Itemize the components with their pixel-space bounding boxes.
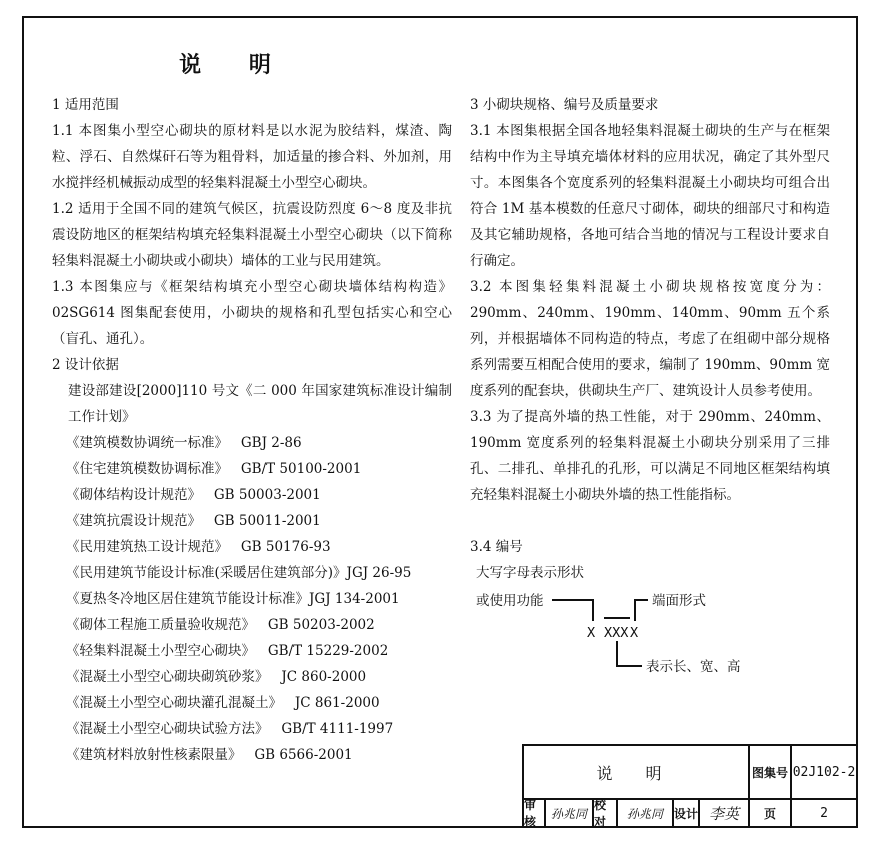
standard-item: 《砌体结构设计规范》 GB 50003-2001	[66, 487, 321, 503]
diagram-label-dimensions: 表示长、宽、高	[646, 659, 741, 675]
paragraph-2-intro: 建设部建设[2000]110 号文《二 000 年国家建筑标准设计编制工作计划》	[68, 383, 452, 425]
bracket-line	[604, 617, 630, 619]
paragraph-1-3: 1.3 本图集应与《框架结构填充小型空心砌块墙体结构构造》02SG614 图集配套使用，小砌块的规格和孔型包括实心和空心（盲孔、通孔）。	[52, 279, 452, 347]
standard-item: 《建筑材料放射性核素限量》 GB 6566-2001	[66, 747, 353, 763]
paragraph-3-1: 3.1 本图集根据全国各地轻集料混凝土砌块的生产与在框架结构中作为主导填充墙体材料的应用状况，确定了其外型尺寸。本图集各个宽度系列的轻集料混凝土小砌块均可组合出符合 1M 基本模数的任意尺寸砌体，砌块的细部尺寸和构造及其它辅助规格，各地可结合当地的情况与工程设计要求自行确定。	[470, 123, 830, 269]
standard-item: 《住宅建筑模数协调标准》 GB/T 50100-2001	[66, 461, 362, 477]
standard-item: 《建筑模数协调统一标准》 GBJ 2-86	[66, 435, 302, 451]
section-2-heading: 2 设计依据	[52, 357, 119, 373]
paragraph-1-1: 1.1 本图集小型空心砌块的原材料是以水泥为胶结料，煤渣、陶粒、浮石、自然煤矸石等为粗骨料，加适量的掺合料、外加剂，用水搅拌经机械振动成型的轻集料混凝土小型空心砌块。	[52, 123, 452, 191]
diagram-code-b: XXX	[604, 625, 629, 641]
leader-line	[552, 599, 592, 601]
paragraph-3-3: 3.3 为了提高外墙的热工性能，对于 290mm、240mm、190mm 宽度系列的轻集料混凝土小砌块分别采用了三排孔、二排孔、单排孔的孔形，可以满足不同地区框架结构填充轻集料混凝土小砌块外墙的热工性能指标。	[470, 409, 830, 503]
check-label: 校对	[592, 798, 618, 828]
title-block	[522, 744, 858, 828]
leader-line	[634, 599, 648, 601]
review-signature: 孙兆同	[544, 798, 594, 828]
spacer	[470, 508, 830, 534]
title-block-name: 说 明	[522, 744, 750, 800]
standard-item: 《民用建筑热工设计规范》 GB 50176-93	[66, 539, 331, 555]
standard-item: 《混凝土小型空心砌块砌筑砂浆》 JC 860-2000	[66, 669, 367, 685]
leader-line	[634, 599, 636, 621]
left-column	[52, 92, 452, 768]
atlas-number-label: 图集号	[748, 744, 792, 800]
page-title: 说 明	[179, 52, 291, 78]
diagram-code-c: X	[630, 625, 639, 641]
paragraph-1-2: 1.2 适用于全国不同的建筑气候区，抗震设防烈度 6～8 度及非抗震设防地区的框架结构填充轻集料混凝土小型空心砌块（以下简称轻集料混凝土小砌块或小砌块）墙体的工业与民用建筑。	[52, 201, 452, 269]
standard-item: 《砌体工程施工质量验收规范》 GB 50203-2002	[66, 617, 375, 633]
diagram-label-end-form: 端面形式	[652, 593, 706, 609]
paragraph-3-2: 3.2 本图集轻集料混凝土小砌块规格按宽度分为：290mm、240mm、190mm、140mm、90mm 五个系列，并根据墙体不同构造的特点，考虑了在组砌中部分规格系列需要互相配合使用的要求，编制了 190mm、90mm 宽度系列的配套块，供砌块生产厂、建筑设计人员参考使用。	[470, 279, 830, 399]
diagram-code-a: X	[587, 625, 596, 641]
design-label: 设计	[672, 798, 700, 828]
section-1-heading: 1 适用范围	[52, 97, 119, 113]
section-3-heading: 3 小砌块规格、编号及质量要求	[470, 97, 659, 113]
page-number: 2	[790, 798, 858, 828]
standard-item: 《民用建筑节能设计标准(采暖居住建筑部分)》JGJ 26-95	[66, 565, 412, 581]
review-label: 审核	[522, 798, 546, 828]
standard-item: 《混凝土小型空心砌块灌孔混凝土》 JC 861-2000	[66, 695, 380, 711]
check-signature: 孙兆同	[616, 798, 674, 828]
diagram-label-shape: 大写字母表示形状	[476, 565, 584, 581]
design-signature: 李英	[698, 798, 750, 828]
standard-item: 《夏热冬冷地区居住建筑节能设计标准》JGJ 134-2001	[66, 591, 400, 607]
section-3-4-heading: 3.4 编号	[470, 539, 523, 555]
standard-item: 《轻集料混凝土小型空心砌块》 GB/T 15229-2002	[66, 643, 389, 659]
page-label: 页	[748, 798, 792, 828]
right-column	[470, 92, 830, 560]
leader-line	[616, 641, 618, 665]
numbering-diagram	[470, 555, 830, 685]
diagram-label-function: 或使用功能	[476, 593, 544, 609]
leader-line	[616, 665, 642, 667]
leader-line	[592, 599, 594, 621]
standard-item: 《混凝土小型空心砌块试验方法》 GB/T 4111-1997	[66, 721, 394, 737]
standard-item: 《建筑抗震设计规范》 GB 50011-2001	[66, 513, 321, 529]
atlas-number-value: 02J102-2	[790, 744, 858, 800]
